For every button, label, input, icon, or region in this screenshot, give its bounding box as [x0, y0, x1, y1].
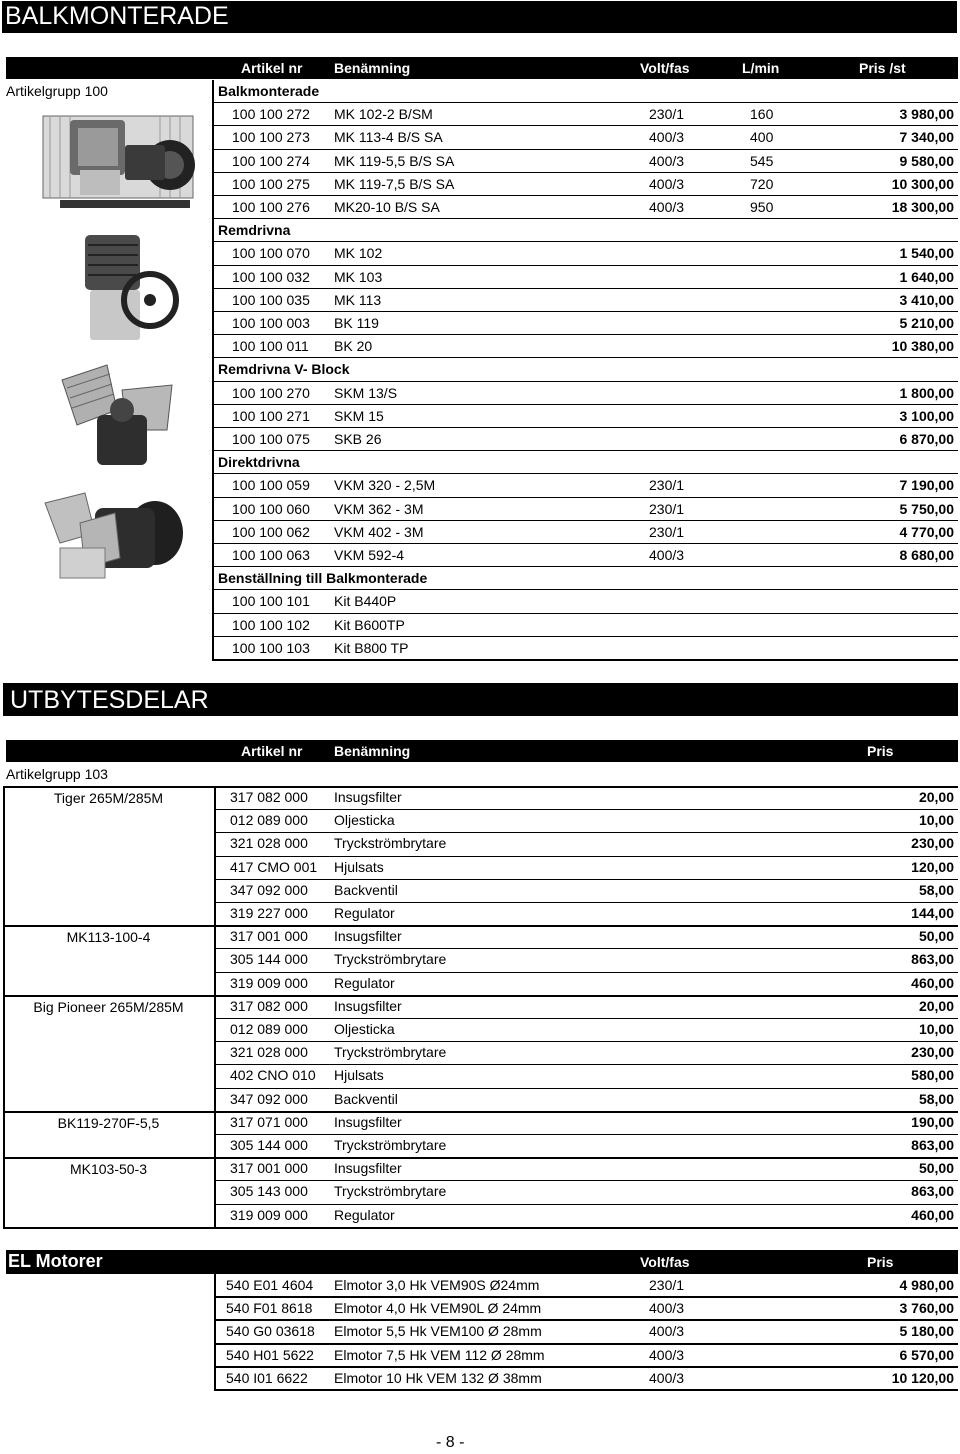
- table-row: [212, 196, 958, 219]
- header-lmin: L/min: [742, 60, 780, 76]
- table-row: [214, 1157, 958, 1180]
- table-row: [212, 335, 958, 358]
- table-row: [212, 173, 958, 196]
- cell-price: 230,00: [911, 835, 954, 852]
- table-row: [214, 925, 958, 948]
- cell-artikel: 321 028 000: [230, 835, 308, 852]
- section-title-utbytesdelar: UTBYTESDELAR: [3, 683, 958, 716]
- cell-price: 5 750,00: [899, 500, 954, 517]
- table-row: [214, 1064, 958, 1087]
- cell-volt: 400/3: [649, 175, 685, 192]
- header-volt: Volt/fas: [640, 60, 690, 76]
- el-motorer-header: [6, 1250, 958, 1274]
- cell-benamning: MK 113-4 B/S SA: [334, 129, 443, 146]
- cell-price: 20,00: [918, 997, 954, 1014]
- cell-artikel: 402 CNO 010: [230, 1067, 316, 1084]
- cell-benamning: SKB 26: [334, 431, 382, 447]
- cell-artikel: 317 082 000: [230, 789, 308, 805]
- group-name: Direktdrivna: [218, 454, 300, 471]
- group-row: [212, 451, 958, 474]
- page-number: - 8 -: [436, 1434, 465, 1451]
- cell-artikel: 100 100 276: [232, 199, 310, 215]
- cell-lmin: 545: [750, 152, 774, 169]
- table-row: [212, 103, 958, 126]
- cell-artikel: 100 100 062: [232, 523, 310, 540]
- cell-price: 7 340,00: [899, 129, 954, 146]
- cell-artikel: 319 009 000: [230, 974, 308, 991]
- cell-price: 3 410,00: [899, 291, 954, 308]
- cell-price: 3 760,00: [899, 1300, 954, 1317]
- header-pris: Pris /st: [859, 60, 906, 76]
- cell-artikel: 305 144 000: [230, 1137, 308, 1153]
- table-row: [212, 242, 958, 265]
- table-row: [212, 312, 958, 335]
- balkmonterad-compressor-image: [40, 110, 195, 215]
- cell-artikel: 100 100 060: [232, 500, 310, 517]
- cell-lmin: 400: [750, 129, 774, 146]
- cell-price: 10 120,00: [891, 1369, 954, 1386]
- cell-benamning: Elmotor 7,5 Hk VEM 112 Ø 28mm: [334, 1346, 545, 1363]
- table-row: [214, 1274, 958, 1297]
- table-row: [214, 948, 958, 971]
- cell-price: 230,00: [911, 1044, 954, 1061]
- cell-volt: 400/3: [649, 1323, 685, 1340]
- cell-artikel: 100 100 271: [232, 407, 310, 424]
- cell-volt: 400/3: [649, 1369, 685, 1386]
- cell-artikel: 100 100 274: [232, 152, 310, 169]
- table-row: [212, 382, 958, 405]
- cell-artikel: 100 100 063: [232, 547, 310, 563]
- cell-artikel: 100 100 003: [232, 315, 310, 331]
- cell-price: 3 100,00: [899, 407, 954, 424]
- cell-artikel: 321 028 000: [230, 1044, 308, 1061]
- table-bottom-border: [212, 659, 958, 661]
- cell-benamning: Kit B600TP: [334, 616, 405, 633]
- model-divider: [3, 1227, 958, 1229]
- cell-benamning: Hjulsats: [334, 858, 384, 875]
- cell-artikel: 317 001 000: [230, 928, 308, 945]
- header-artikel: Artikel nr: [241, 60, 303, 76]
- cell-benamning: SKM 13/S: [334, 384, 398, 401]
- cell-benamning: Kit B800 TP: [334, 639, 409, 656]
- table-row: [214, 902, 958, 925]
- cell-artikel: 100 100 270: [232, 384, 310, 401]
- cell-artikel: 100 100 032: [232, 268, 310, 285]
- cell-artikel: 100 100 011: [232, 338, 309, 355]
- cell-price: 8 680,00: [899, 547, 954, 563]
- group-name: Benställning till Balkmonterade: [218, 570, 428, 587]
- cell-artikel: 100 100 070: [232, 245, 310, 262]
- cell-benamning: Oljesticka: [334, 812, 395, 829]
- cell-benamning: Regulator: [334, 974, 395, 991]
- cell-benamning: Backventil: [334, 1090, 398, 1107]
- cell-benamning: VKM 402 - 3M: [334, 523, 424, 540]
- cell-benamning: Kit B440P: [334, 593, 397, 610]
- cell-benamning: Insugsfilter: [334, 997, 402, 1014]
- model-name: MK113-100-4: [66, 929, 151, 946]
- cell-artikel: 540 E01 4604: [226, 1277, 314, 1293]
- group-name: Remdrivna: [218, 222, 291, 239]
- cell-price: 460,00: [911, 974, 954, 991]
- cell-benamning: Tryckströmbrytare: [334, 835, 447, 852]
- cell-benamning: Regulator: [334, 1206, 395, 1223]
- table-row: [214, 1180, 958, 1203]
- cell-artikel: 317 082 000: [230, 997, 308, 1014]
- cell-price: 10 380,00: [891, 338, 954, 355]
- cell-volt: 400/3: [649, 1300, 685, 1317]
- cell-artikel: 305 144 000: [230, 951, 308, 968]
- section-title-el-motorer: EL Motorer: [8, 1251, 103, 1271]
- cell-price: 863,00: [911, 1137, 954, 1153]
- cell-price: 144,00: [911, 905, 954, 921]
- cell-benamning: MK 102-2 B/SM: [334, 106, 433, 123]
- table-row: [212, 637, 958, 660]
- cell-price: 863,00: [911, 951, 954, 968]
- cell-price: 580,00: [911, 1067, 954, 1084]
- cell-volt: 400/3: [649, 547, 685, 563]
- cell-benamning: Insugsfilter: [334, 789, 402, 805]
- cell-artikel: 540 G0 03618: [226, 1323, 315, 1340]
- cell-benamning: BK 20: [334, 338, 373, 355]
- cell-benamning: Regulator: [334, 905, 395, 921]
- table-row: [212, 266, 958, 289]
- cell-price: 3 980,00: [899, 106, 954, 123]
- cell-artikel: 319 009 000: [230, 1206, 308, 1223]
- cell-benamning: MK 119-5,5 B/S SA: [334, 152, 455, 169]
- model-name: MK103-50-3: [69, 1161, 148, 1178]
- cell-price: 5 180,00: [899, 1323, 954, 1340]
- cell-price: 863,00: [911, 1183, 954, 1200]
- cell-artikel: 100 100 102: [232, 616, 310, 633]
- cell-benamning: Insugsfilter: [334, 1113, 402, 1130]
- cell-artikel: 012 089 000: [230, 812, 308, 829]
- cell-volt: 230/1: [649, 477, 685, 494]
- table-row: [212, 126, 958, 149]
- cell-benamning: Elmotor 4,0 Hk VEM90L Ø 24mm: [334, 1300, 542, 1317]
- cell-benamning: MK 102: [334, 245, 383, 262]
- cell-artikel: 540 F01 8618: [226, 1300, 313, 1317]
- cell-benamning: Oljesticka: [334, 1021, 395, 1037]
- cell-price: 120,00: [911, 858, 954, 875]
- cell-benamning: Elmotor 5,5 Hk VEM100 Ø 28mm: [334, 1323, 542, 1340]
- cell-volt: 400/3: [649, 199, 685, 215]
- cell-price: 58,00: [918, 881, 954, 898]
- table-row: [214, 1367, 958, 1390]
- cell-artikel: 317 001 000: [230, 1160, 308, 1177]
- cell-price: 1 540,00: [899, 245, 954, 262]
- cell-benamning: Tryckströmbrytare: [334, 1183, 447, 1200]
- artikelgrupp-label: Artikelgrupp 103: [6, 766, 108, 782]
- cell-price: 1 800,00: [899, 384, 954, 401]
- cell-benamning: VKM 320 - 2,5M: [334, 477, 436, 494]
- cell-benamning: MK 119-7,5 B/S SA: [334, 175, 455, 192]
- cell-artikel: 100 100 035: [232, 291, 310, 308]
- group-name: Remdrivna V- Block: [218, 361, 350, 378]
- parts-table-header: [6, 740, 958, 762]
- cell-price: 1 640,00: [899, 268, 954, 285]
- cell-benamning: Backventil: [334, 881, 398, 898]
- table-row: [214, 1111, 958, 1134]
- table-row: [214, 809, 958, 832]
- cell-artikel: 100 100 275: [232, 175, 310, 192]
- cell-artikel: 319 227 000: [230, 905, 308, 921]
- table-row: [212, 405, 958, 428]
- cell-lmin: 720: [750, 175, 774, 192]
- table-row: [214, 995, 958, 1018]
- cell-lmin: 950: [750, 199, 774, 215]
- table-row: [212, 590, 958, 613]
- cell-price: 460,00: [911, 1206, 954, 1223]
- cell-artikel: 012 089 000: [230, 1021, 308, 1037]
- group-row: [212, 219, 958, 242]
- cell-artikel: 100 100 059: [232, 477, 310, 494]
- table-row: [212, 614, 958, 637]
- table-row: [214, 1018, 958, 1041]
- table-row: [214, 879, 958, 902]
- cell-benamning: BK 119: [334, 315, 379, 331]
- cell-artikel: 100 100 075: [232, 431, 310, 447]
- table-row: [212, 474, 958, 497]
- group-row: [212, 80, 958, 103]
- cell-artikel: 540 I01 6622: [226, 1369, 308, 1386]
- table-row: [214, 1204, 958, 1227]
- table-row: [212, 521, 958, 544]
- cell-price: 6 570,00: [899, 1346, 954, 1363]
- cell-benamning: Tryckströmbrytare: [334, 1044, 447, 1061]
- cell-benamning: MK 113: [334, 291, 382, 308]
- cell-price: 6 870,00: [899, 431, 954, 447]
- table-row: [214, 1320, 958, 1343]
- cell-benamning: Tryckströmbrytare: [334, 951, 447, 968]
- cell-volt: 230/1: [649, 523, 685, 540]
- cell-volt: 230/1: [649, 1277, 685, 1293]
- cell-artikel: 540 H01 5622: [226, 1346, 314, 1363]
- cell-volt: 400/3: [649, 152, 685, 169]
- cell-price: 50,00: [918, 1160, 954, 1177]
- table-row: [214, 1297, 958, 1320]
- model-name: Tiger 265M/285M: [53, 790, 164, 806]
- model-name: Big Pioneer 265M/285M: [33, 998, 184, 1015]
- cell-benamning: MK20-10 B/S SA: [334, 199, 440, 215]
- cell-benamning: VKM 592-4: [334, 547, 405, 563]
- table-row: [214, 856, 958, 879]
- table-row: [214, 1041, 958, 1064]
- cell-volt: 400/3: [649, 129, 685, 146]
- cell-artikel: 347 092 000: [230, 881, 308, 898]
- group-row: [212, 358, 958, 381]
- table-row: [212, 428, 958, 451]
- cell-price: 18 300,00: [891, 199, 954, 215]
- table-row: [212, 289, 958, 312]
- cell-price: 58,00: [918, 1090, 954, 1107]
- cell-volt: 230/1: [649, 500, 685, 517]
- table-row: [214, 1134, 958, 1157]
- cell-price: 5 210,00: [899, 315, 954, 331]
- cell-volt: 230/1: [649, 106, 685, 123]
- header-benamning: Benämning: [334, 60, 411, 76]
- cell-benamning: Elmotor 3,0 Hk VEM90S Ø24mm: [334, 1277, 540, 1293]
- cell-price: 50,00: [918, 928, 954, 945]
- cell-benamning: Elmotor 10 Hk VEM 132 Ø 38mm: [334, 1369, 542, 1386]
- v-block-pump-image: [52, 360, 182, 470]
- cell-volt: 400/3: [649, 1346, 685, 1363]
- table-header: [6, 57, 958, 79]
- cell-price: 4 980,00: [899, 1277, 954, 1293]
- group-row: [212, 567, 958, 590]
- model-name: BK119-270F-5,5: [57, 1114, 160, 1131]
- cell-price: 20,00: [918, 789, 954, 805]
- row-divider: [214, 1389, 958, 1391]
- cell-artikel: 100 100 101: [232, 593, 310, 610]
- section-title-balkmonterade: BALKMONTERADE: [2, 1, 957, 33]
- cell-price: 4 770,00: [899, 523, 954, 540]
- header-artikel: Artikel nr: [241, 743, 303, 759]
- cell-benamning: Insugsfilter: [334, 928, 402, 945]
- cell-benamning: MK 103: [334, 268, 383, 285]
- table-row: [212, 544, 958, 567]
- cell-artikel: 417 CMO 001: [230, 858, 318, 875]
- cell-artikel: 100 100 103: [232, 639, 310, 656]
- cell-benamning: Tryckströmbrytare: [334, 1137, 447, 1153]
- table-left-border: [212, 80, 214, 660]
- header-benamning: Benämning: [334, 743, 411, 759]
- group-name: Balkmonterade: [218, 83, 320, 99]
- table-row: [212, 150, 958, 173]
- table-row: [214, 1088, 958, 1111]
- table-row: [214, 1344, 958, 1367]
- cell-price: 10,00: [918, 812, 954, 829]
- cell-artikel: 317 071 000: [230, 1113, 308, 1130]
- table-row: [214, 832, 958, 855]
- cell-lmin: 160: [750, 106, 774, 123]
- table-row: [212, 498, 958, 521]
- cell-price: 9 580,00: [899, 152, 954, 169]
- artikelgrupp-label: Artikelgrupp 100: [6, 83, 108, 99]
- direct-drive-pump-image: [40, 488, 185, 588]
- header-volt: Volt/fas: [640, 1254, 690, 1270]
- cell-price: 10 300,00: [891, 175, 954, 192]
- table-row: [214, 972, 958, 995]
- cell-artikel: 305 143 000: [230, 1183, 308, 1200]
- table-left-border: [214, 1274, 216, 1390]
- cell-artikel: 100 100 272: [232, 106, 310, 123]
- cell-benamning: Insugsfilter: [334, 1160, 402, 1177]
- cell-benamning: VKM 362 - 3M: [334, 500, 424, 517]
- header-pris: Pris: [867, 743, 894, 759]
- cell-price: 10,00: [918, 1021, 954, 1037]
- table-row: [214, 786, 958, 809]
- cell-price: 190,00: [911, 1113, 954, 1130]
- cell-artikel: 100 100 273: [232, 129, 310, 146]
- belt-driven-pump-image: [80, 230, 180, 350]
- cell-artikel: 347 092 000: [230, 1090, 308, 1107]
- cell-benamning: SKM 15: [334, 407, 384, 424]
- cell-benamning: Hjulsats: [334, 1067, 384, 1084]
- cell-price: 7 190,00: [899, 477, 954, 494]
- header-pris: Pris: [867, 1254, 894, 1270]
